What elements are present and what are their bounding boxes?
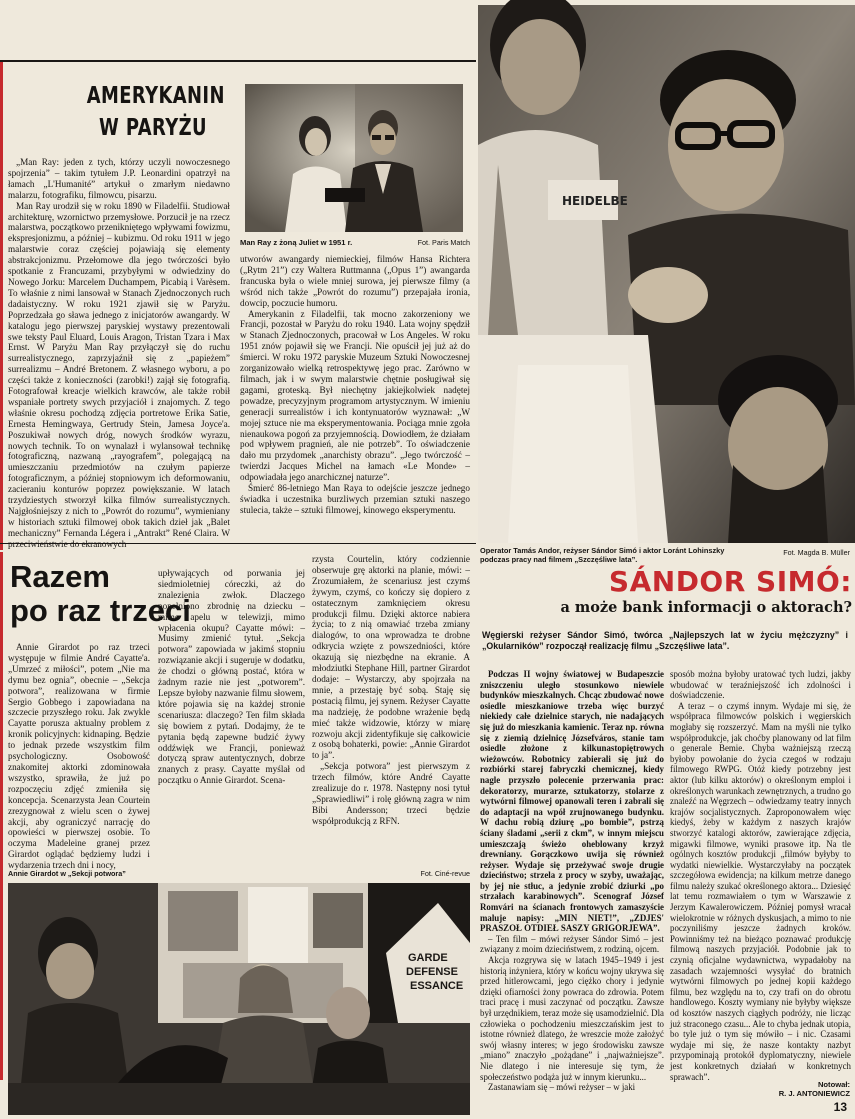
article3-col1-p3: Akcja rozgrywa się w latach 1945–1949 i jest historią inżyniera, który w końcu wojny ukrywa się przed hitlerowcami, jego ciężko chory i jedynie dzięki ofiarności żony powraca do zdrowia. Potem traci pracę i musi zaczynać od początku. Zawsze był urzędnikiem, teraz może się usamodzielnić. Dla człowieka o pochodzeniu mieszczańskim jest to istotne również dlatego, że wreszcie może założyć swój własny interes; w jego środowisku zawsze „miano” znaczyło „pożądane” i „najważniejsze”. Nie dlatego i nie interesuje się tym, że społeczeństwo podąża już w innym kierunku... [480,955,664,1082]
shirt-sign-text: HEIDELBE [562,194,628,208]
article1-col2-p2: Amerykanin z Filadelfii, tak mocno zakorzeniony we Francji, pozostał w Paryżu do roku 1940. Lata wojny spędził w Stanach Zjednoczonych, pracował w Los Angeles. W roku 1951 znów pojawił się we Francji. Nie opuścił jej już aż do śmierci. W roku 1972 paryskie Muzeum Sztuki Nowoczesnej zorganizowało wielką retrospektywę jego prac. Zarówno w filmach, jak i w swym malarstwie chętnie posługiwał się gagami, groteską. Był niechętny jakiejkolwiek nadętej powadze, precyzyjnym programom artystycznym. W imieniu generacji surrealistów i ich kontynuatorów wyznawał: „W mojej sztuce nie ma eksperymentowania. Pociąga mnie zgoła nienaukowa pogoń za przyjemnością. Dowiodłem, że działam pod wpływem pragnień, ale nie potrzeb”. To oświadczenie dało mu przydomek „anarchisty obrazu”. „Jego twórczość – twierdzi Jacques Michel na łamach «Le Monde» – odpowiadała jego anarchicznej naturze”. [240,308,470,483]
red-margin-bar-bottom [0,552,3,1080]
article2-title-line2: po raz trzeci [10,593,191,628]
girardot-film-photo-image [8,883,470,1115]
article3-subtitle: a może bank informacji o aktorach? [560,599,852,616]
article3-col1 [480,669,664,1094]
article3-col1-p2: – Ten film – mówi reżyser Sándor Simó – jest związany z moim dzieciństwem, z rodziną, ojcem. [480,933,664,955]
article2-col3-p1: rzysta Courtelin, który codziennie obserwuje grę aktorki na planie, mówi: – Zrozumiałem, że scenariusz jest czymś żywym, czymś, co kończy się dopiero z ostatecznym zamknięciem okresu produkcji filmu. Dzięki aktorce nabiera życia; to z nią omawiać trzeba zmiany dialogów, to ona wprowadza te drobne odkrycia wzięte z powszedniości, które okazują się niezbędne na ekranie. A młodziutki Stephane Hill, partner Girardot dodaje: – Wystarczy, aby spojrzała na mnie, a przestaję być sobą. Staję się postacią filmu, jej synem. Reżyser Cayatte ma nadzieję, że podobne wrażenie będą mieć także widzowie, którzy w miarę rozwoju akcji zidentyfikuje się całkowicie z osobą bohaterki, powie: „Annie Girardot to ja”. [312,554,470,761]
article3-col2-p1: sposób można byłoby uratować tych ludzi, jakby wbudować w teraźniejszość ich zdolności i doświadczenie. [670,669,851,701]
man-ray-oval-photo [245,84,463,232]
article3-title: SÁNDOR SIMÓ: [608,565,852,598]
article1-col1 [8,157,230,537]
article1-bottom-rule [0,543,476,544]
girardot-photo-credit: Fot. Ciné-revue [420,869,470,878]
article2-col2 [158,568,305,860]
girardot-photo-caption: Annie Girardot w „Sekcji potwora” [8,869,126,878]
article3-lead: Węgierski reżyser Sándor Simó, twórca „Najlepszych lat w życiu mężczyzny” i „Okularników” rozpoczął realizację filmu „Szczęśliwe lata”. [482,630,848,651]
article2-col2-p1: upływających od porwania jej siedmioletniej córeczki, aż do znalezienia zwłok. Dlaczego popełniono zbrodnię na dziecku – mimo apelu w telewizji, mimo wpłacenia okupu? Cayatte mówi: – Musimy zmienić tytuł. „Sekcja potwora” zapowiada w jakimś stopniu rozwiązanie akcji i sugeruje w dodatku, że chodzi o główną postać, która w żadnym razie nie jest „potworem”. Lepsze byłoby nazwanie filmu słowem, które pojawia się na każdej stronie scenariusza: dlaczego? Ten film składa się bowiem z pytań. Dodajmy, że te pytania będą zapewne budzić żywy oddźwięk we Francji, ponieważ dotyczą spraw autentycznych, dobrze znanych z prasy. Cayatte myślał od początku o Annie Girardot. Scena- [158,568,305,786]
article1-col2-p3: Śmierć 86-letniego Man Raya to odejście jeszcze jednego świadka i uczestnika burzliwych przemian sztuki naszego stulecia, także – sztuki filmowej, kinowego eksperymentu. [240,483,470,515]
red-margin-bar-top [0,62,3,550]
poster-text-2: DEFENSE [406,966,458,978]
article1-col2 [240,254,470,536]
film-crew-photo-credit: Fot. Magda B. Müller [783,548,850,557]
article3-col1-p1: Podczas II wojny światowej w Budapeszcie zniszczeniu uległo stosunkowo niewiele budynków mieszkalnych. Chcąc zbudować nowe osiedle mieszkaniowe trzeba więc burzyć niekiedy całe dzielnice starych, nie nadających się już do mieszkania kamienic. Teraz np. równa się z ziemią dzielnicę Józsefváros, stanie tam osiedle złożone z kilkunastopiętrowych wieżowców. Robotnicy zabierali się już do rozbiórki starej fabryczki chemicznej, kiedy nagle przyszło polecenie przerwania prac: dekoratorzy, murarze, sztukatorzy, stolarze z wytwórni filmowej opanowali teren i zabrali się do adaptacji na wpół zrujnowanego budynku. W dachu robią dziurę „po bombie”, pstrzą ściany śladami „serii z ckm”, w innym miejscu umieszczają świeżo oheblowany krzyż drewniany. Gorączkowo uwija się również reżyser. Wydaje się przeżywać swoje drugie dzieciństwo; strzela z procy w szyby, uważając, by jej nie stłuc, a jedynie zrobić dziurki „po strzałach karabinowych”. Scenograf József Romvári na ścianach frontowych zamaszyście maluje napisy: „MIN NIET!”, „ZDJES' PRASZOŁ OTDIEŁ SASZY GRIGORJEWA”. [480,669,664,934]
article2-col1-p1: Annie Girardot po raz trzeci występuje w filmie André Cayatte'a. „Umrzeć z miłości”, potem „Nie ma dymu bez ognia”, obecnie – „Sekcja potwora”, realizowana w firmie Sergio Gobbego i zapowiadana na szczecie przyszłego roku. Jak zwykle Cayatte porusza aktualny problem z kronik policyjnych: kidnaping. Będzie to jednak przede wszystkim film psychologiczny. Osobowość znakomitej aktorki zdominowała wszystko, sprawiła, że już po rozpoczęciu zdjęć zmieniła się koncepcja. Scenarzysta Jean Courtein zrezygnował z wielu scen o żywej akcji, aby ograniczyć narrację do opowieści w pierwszej osobie. To oczyma Madeleine granej przez Girardot oglądać będziemy ludzi i wydarzenia trzech dni i nocy, [8,642,150,871]
poster-text-3: ESSANCE [410,980,464,992]
article2-col3-p2: „Sekcja potwora” jest pierwszym z trzech filmów, które André Cayatte zrealizuje do r. 1978. Następny nosi tytuł „Sprawiedliwi” i rolę główną zagra w nim Bibi Andersson; trzeci będzie współprodukcją z RFN. [312,761,470,826]
man-ray-photo-image [245,84,463,232]
girardot-film-photo [8,883,470,1115]
man-ray-photo-credit: Fot. Paris Match [417,238,470,247]
signoff-label: Notował: [817,1080,850,1089]
article1-col1-p1: „Man Ray: jeden z tych, którzy uczyli nowoczesnego spojrzenia” – takim tytułem J.P. Leonardini opatrzył na łamach „L'Humanité” artykuł o zmarłym niedawno malarzu, fotografiku, filmowcu, pisarzu. [8,157,230,200]
film-crew-photo-caption: Operator Tamás Andor, reżyser Sándor Simó i aktor Loránt Lohinszky podczas pracy nad filmem „Szczęśliwe lata”. [480,546,725,564]
article1-title-line1: AMERYKANIN [86,83,225,109]
film-crew-photo [478,5,855,543]
page-number: 13 [833,1100,847,1114]
article3-signoff [752,1080,850,1098]
article3-col2-p2: A teraz – o czymś innym. Wydaje mi się, że współpraca filmowców polskich i węgierskich mogłaby się rozszerzyć. Mam na myśli nie tylko współprodukcje, jak choćby planowany od lat film o generale Bemie. Chyba ważniejszą rzeczą byłoby powołanie do życia czegoś w rodzaju filmowego RWPG. Otóż kiedy potrzebny jest aktor (lub kilku aktorów) o określonym emploi i określonych warunkach zewnętrznych, a trudno go znaleźć na Węgrzech – odwiedzamy teatry innych krajów socjalistycznych. Zaproponowałem więc kiedyś, żeby w każdym z naszych krajów stworzyć katalogi aktorów, zawierające zdjęcia, migawki filmowe, wyniki prasowe itp. Na tle ogólnych kosztów produkcji „filmów byłyby to wydatki niewielkie. Wystarczyłaby na początek szczegółowa ewidencja; na kilkum metrze danego filmu należy szukać określonego aktora... Dziesięć lat temu rozmawiałem o tym w Warszawie z Jerzym Kawalerowiczem. Później pomysł wracał wielokrotnie w różnych dyskusjach, a mimo to nie poczyniliśmy jeszcze żadnych kroków. Powinniśmy też na bieżąco poznawać produkcję filmową naszych przyjaciół. Podobnie jak to czynią oficjalne wydawnictwa, wypadałoby na zasadach wzajemności wysyłać do bratnich wytwórni filmowych po jednej kopii każdego filmu, bez względu na to, czy trafi on do obrotu handlowego. Koszty wymiany nie byłyby większe od kosztów naszych ciągłych podróży, nie licząc już straconego czasu... Ale to chyba jednak utopia, bo tyle już o tym się mówiło – i nic. Czasami wydaje mi się, że nasze kontakty nazbyt przypominają protokół dyplomatyczny, niewiele jest konkretnych działań w konkretnych sprawach”. [670,700,851,1082]
article1-title [86,80,225,144]
poster-text-1: GARDE [408,952,448,964]
film-crew-photo-image [478,5,855,543]
man-ray-photo-caption: Man Ray z żoną Juliet w 1951 r. [240,238,353,247]
signoff-name: R. J. ANTONIEWICZ [778,1089,850,1098]
article2-col3 [312,554,470,860]
article3-col2 [670,669,851,1082]
article2-title-line1: Razem [10,559,110,594]
top-border-rule [0,60,476,62]
article3-col1-p4: Zastanawiam się – mówi reżyser – w jaki [488,1082,636,1093]
article1-col2-p1: utworów awangardy niemieckiej, filmów Hansa Richtera („Rytm 21”) czy Waltera Ruttmanna („Opus 1”) awangarda francuska była o wiele mniej surowa, jej pierwsze filmy (a wśród nich także „Powrót do rozumu”) przepajała ironia, dowcip, poczucie humoru. [240,254,470,308]
article1-title-line2: W PARYŻU [99,115,207,141]
article2-col1 [8,642,150,871]
article1-col1-p2: Man Ray urodził się w roku 1890 w Filadelfii. Studiował architekturę, wzornictwo przemysłowe. Porzucił je na rzecz malarstwa, początkowo przenikniętego wpływami fowizmu, ekspresjonizmu, a później – kubizmu. Od roku 1911 w jego malarstwie coraz częściej pojawiają się elementy abstrakcjonizmu. Przełomowe dla jego twórczości było spotkanie z Francuzami, przybyłymi w odwiedziny do Nowego Jorku: Marcelem Duchampem, Picabią i Varèsem. To właśnie z nimi lansował w Stanach Zjednoczonych ruch dadaistyczny. W roku 1921 zjawił się w Paryżu. Poprzedzała go sława jednego z inicjatorów awangardy. W katalogu jego pierwszej paryskiej wystawy prezentowali swe teksty Paul Eluard, Louis Aragon, Tristan Tzara i Max Ernst. W Paryżu Man Ray przyłączył się do ruchu surrealistycznego, zaprzyjaźnił się z „papieżem” surrealizmu – André Bretonem. Z własnego wyboru, a po części także z konieczności (zarobki!) zajął się fotografią. Fotografował kreacje wielkich krawców, ale także robił wspaniałe portrety swych przyjaciół i znajomych. Z tego właśnie okresu pochodzą zdjęcia portretowe Erika Satie, Ernesta Hemingwaya, Gertrudy Stein, Jamesa Joyce'a. Poszukiwał nowych dróg, nowych środków wyrazu, nowych technik. To on wynalazł i wylansował technikę fotograficzną, nazwaną „rayografem”, polegającą na umieszczaniu przedmiotów na czułym papierze fotograficznym, a później stopniowym ich deformowaniu, zacieraniu konturów poprzez powiększanie. W latach trzydziestych stworzył kilka filmów surrealistycznych. Najgłośniejszy z nich to „Powrót do rozumu”, wymieniany w historiach sztuki filmowej obok takich dzieł jak „Balet mechaniczny” Fernanda Légera i „Antrakt” René Claira. W [8,200,230,538]
